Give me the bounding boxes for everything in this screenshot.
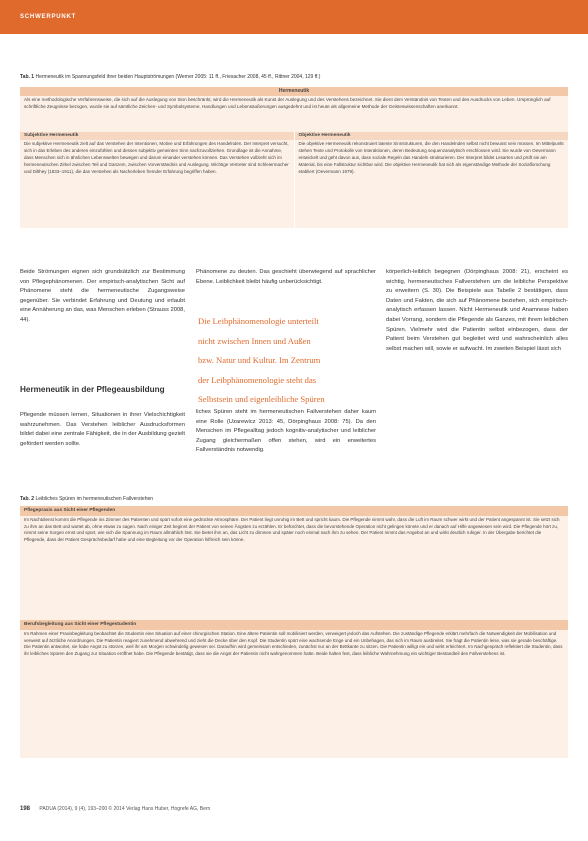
body-column-a-bottom: Pflegende müssen lernen, Situationen in ihrer Vielschichtigkeit wahrzunehmen. Das Verstehen leiblicher Ausdrucksformen bildet dabei eine zentrale Fähigkeit, die in der Ausbildung gezielt gefördert werden sollte. bbox=[20, 412, 185, 447]
table1-col-left bbox=[20, 132, 294, 228]
section-label: SCHWERPUNKT bbox=[20, 14, 77, 20]
footer-citation: PADUA (2014), 9 (4), 193–200 © 2014 Verlag Hans Huber, Hogrefe AG, Bern bbox=[39, 806, 211, 812]
pull-quote-line: Die Leibphänomenologie unterteilt bbox=[198, 316, 319, 326]
table2-caption-text: Leibliches Spüren im hermeneutischen Fallverstehen bbox=[35, 496, 154, 502]
table1-col-left-head: Subjektive Hermeneutik bbox=[20, 132, 294, 140]
table1-col-left-body: Die subjektive Hermeneutik zielt auf das Verstehen der Intentionen, Motive und Erfahrungen des Handelnden. Der Interpret versucht, sich in das Erleben des anderen einzufühlen und dessen subjektiv gemeinten Sinn nachzuvollziehen. Grundlage ist die Annahme, dass Menschen sich in ähnlichen Lebenswelten bewegen und darum einander verstehen können. Das Verstehen vollzieht sich im hermeneutischen Zirkel zwischen Teil und Ganzem, zwischen Vorverständnis und Auslegung. Wichtige Vertreter sind Schleiermacher und Dilthey (1833–1911), die das Verstehen als Nacherleben fremder Erfahrung begriffen haben. bbox=[20, 140, 294, 228]
table2-caption-number: Tab. 2 bbox=[20, 496, 35, 502]
page-number: 198 bbox=[20, 806, 31, 812]
table1-caption bbox=[20, 74, 568, 80]
pull-quote-line: der Leibphänomenologie steht das bbox=[198, 374, 317, 385]
table1-caption-text: Hermeneutik im Spannungsfeld ihrer beiden Hauptströmungen (Werner 2005: 11 ff., Friesacher 2008, 45 ff., Rittner 2004, 129 ff.) bbox=[35, 74, 321, 80]
body-column-b-top: Phänomene zu deuten. Das geschieht überwiegend auf sprachlicher Ebene. Leiblichkeit bleibt häufig unberücksichtigt. bbox=[196, 269, 376, 285]
table2-section1-head: Pflegepraxis aus Sicht einer Pflegenden bbox=[20, 506, 568, 516]
table2-section1-body: Im Nachtdienst kommt die Pflegende ins Zimmer des Patienten und spürt sofort eine gedrückte Atmosphäre. Der Patient liegt unruhig im Bett und spricht kaum. Die Pflegende nimmt wahr, dass die Luft im Raum schwer wirkt und der Patient angespannt ist. Sie setzt sich zu ihm an das Bett und wartet ab, ohne etwas zu sagen. Nach einiger Zeit beginnt der Patient von seinen Ängsten zu erzählen. Er befürchtet, dass die bevorstehende Operation nicht gelingen könnte und er danach auf Hilfe angewiesen sein wird. Die Pflegende hört zu, nimmt seine Sorgen ernst und spürt, wie sich die Spannung im Raum allmählich löst. Sie bietet ihm an, das Licht zu dimmen und später noch einmal nach ihm zu sehen. Der Patient nimmt das Angebot an und wirkt deutlich ruhiger. In der Übergabe berichtet die Pflegende, dass der Patient Gesprächsbedarf habe und eine Begleitung vor der Operation hilfreich sein könne. bbox=[20, 516, 568, 620]
table1-columns bbox=[20, 132, 568, 228]
table2-caption bbox=[20, 496, 568, 502]
table1-intro: Als eine methodologische Verfahrensweise, die sich auf die Auslegung von Sinn beschränkt, wird die Hermeneutik als Kunst der Auslegung und des Verstehens bezeichnet. Sie dient dem Verständnis von Texten und des Ausdrucks von Leben. Ursprünglich auf schriftliche Zeugnisse bezogen, wurde sie auf sämtliche Zeichen- und Symbolsysteme, Handlungen und Lebensäußerungen ausgedehnt und ist heute als allgemeine Methode der Geisteswissenschaften anerkannt. bbox=[20, 96, 568, 132]
table1-col-right-head: Objektive Hermeneutik bbox=[295, 132, 569, 140]
page-footer bbox=[20, 806, 568, 812]
table1 bbox=[20, 87, 568, 228]
table1-caption-number: Tab. 1 bbox=[20, 74, 35, 80]
pull-quote bbox=[198, 312, 388, 410]
table1-col-right bbox=[294, 132, 569, 228]
pull-quote-line: bzw. Natur und Kultur. Im Zentrum bbox=[198, 355, 321, 366]
body-column-b-bottom: liches Spüren steht im hermeneutischen Fallverstehen daher kaum eine Rolle (Uzarewicz 2013: 45, Dörpinghaus 2008: 75). Da den Menschen im Pflegealltag jedoch kognitiv-analytischer und leiblicher Zugang gleichermaßen offen stehen, wird ein erweitertes Fallverständnis notwendig. bbox=[196, 409, 376, 454]
table1-col-right-body: Die objektive Hermeneutik rekonstruiert latente Sinnstrukturen, die den Handelnden selbst nicht bewusst sein müssen. Im Mittelpunkt stehen Texte und Protokolle von Interaktionen, deren Bedeutung sequenzanalytisch erschlossen wird. Sie wurde von Oevermann entwickelt und geht davon aus, dass soziale Regeln das Handeln strukturieren. Der Interpret bildet Lesarten und prüft sie am Material, bis eine Fallstruktur sichtbar wird. Die objektive Hermeneutik hat sich als eigenständige Methode der Sozialforschung etabliert (Oevermann 1979). bbox=[295, 140, 569, 228]
section-heading: Hermeneutik in der Pflegeausbildung bbox=[20, 385, 165, 394]
section-band bbox=[0, 0, 588, 34]
body-column-a-top: Beide Strömungen eignen sich grundsätzlich zur Bestimmung von Pflegephänomenen. Der empirisch-analytischen Sicht auf Phänomene steht die hermeneutische Zugangsweise gegenüber. Sie verbindet Erfahrung und Deutung und erlaubt eine Annäherung an das, was Menschen erleben (Strauss 2008, 44). bbox=[20, 269, 185, 323]
table2-section2-body: Im Rahmen einer Praxisbegleitung beobachtet die Studentin eine Situation auf einer chirurgischen Station. Eine ältere Patientin soll mobilisiert werden, verweigert jedoch das Aufstehen. Die zuständige Pflegende erklärt mehrfach die Notwendigkeit der Mobilisation und verweist auf ärztliche Anordnungen. Die Patientin reagiert zunehmend abwehrend und zieht die Decke über den Kopf. Die Studentin spürt eine wachsende Enge und ein Unbehagen, das sich im Raum ausbreitet. Sie fragt die Patientin leise, was sie gerade beschäftige. Die Patientin antwortet, sie habe Angst zu stürzen, weil ihr am Morgen schwindelig gewesen sei. Daraufhin wird gemeinsam entschieden, zunächst nur an der Bettkante zu sitzen. Die Patientin willigt ein und wirkt erleichtert. Im Nachgespräch reflektiert die Studentin, dass ihr leibliches Spüren den Zugang zur Situation eröffnet habe. Die Pflegende bestätigt, dass sie die Angst der Patientin nicht wahrgenommen hatte. Beide halten fest, dass leibliche Wahrnehmung ein wichtiger Bestandteil des Fallverstehens ist. bbox=[20, 630, 568, 758]
pull-quote-line: Selbstsein und eigenleibliche Spüren bbox=[198, 394, 325, 405]
body-column-c: körperlich-leiblich begegnen (Dörpinghaus 2008: 21), erscheint es wichtig, hermeneutisches Fallverstehen um die leibliche Perspektive zu erweitern (S. 30). Die Beispiele aus Tabelle 2 bestätigen, dass Daten und Fakten, die sich auf Phänomene beziehen, sich empirisch-analytisch erfassen lassen. Nicht Hermeneutik und Anamnese haben dabei Vorrang, sondern die Pflegende als Ganzes, mit ihrem leiblichen Spüren. Vielmehr wird die Patientin selbst einbezogen, dass der Patient beim Verstehen gut begleitet wird und wahrscheinlich alles selbst machen will, sowie er aufwacht. Im zweiten Beispiel lässt sich bbox=[386, 269, 568, 352]
table1-header: Hermeneutik bbox=[20, 87, 568, 96]
pull-quote-line: nicht zwischen Innen und Außen bbox=[198, 335, 311, 346]
table2-section2-head: Berufsbegleitung aus Sicht einer Pflegestudentin bbox=[20, 620, 568, 630]
table2 bbox=[20, 506, 568, 758]
